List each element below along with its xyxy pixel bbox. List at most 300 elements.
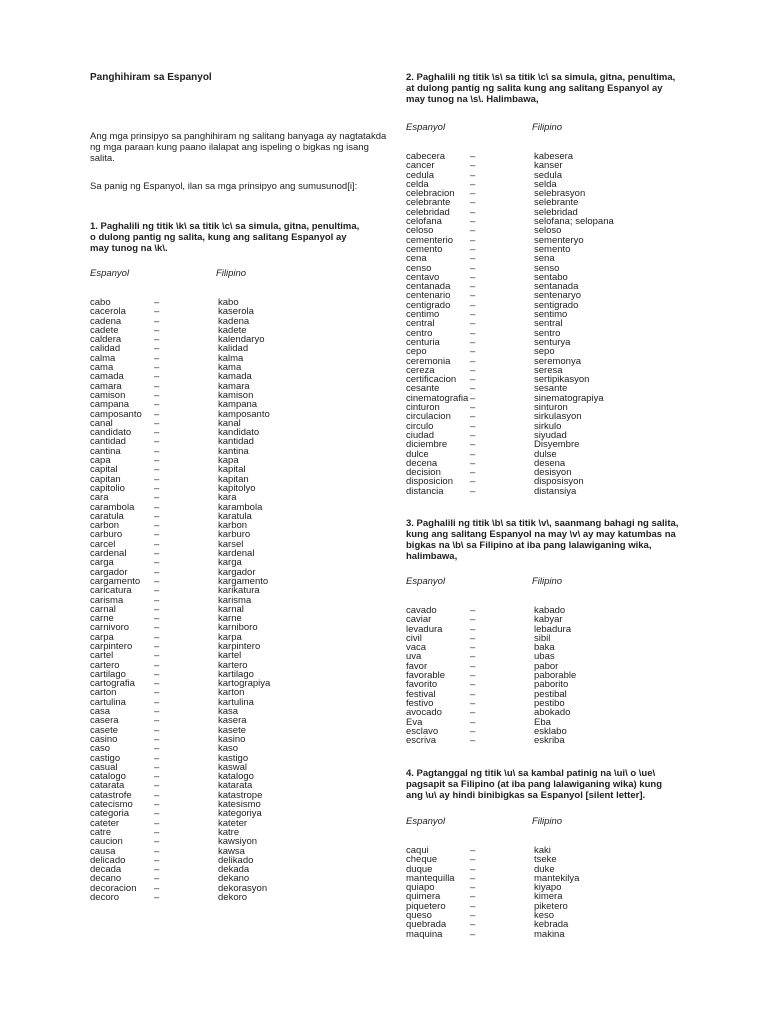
dash-separator: – [470, 169, 476, 181]
spanish-word: esclavo [406, 725, 439, 737]
filipino-word: sentenaryo [534, 290, 582, 302]
dash-separator: – [154, 389, 160, 401]
filipino-word: seremonya [534, 355, 581, 367]
filipino-word: sentigrado [534, 299, 579, 311]
filipino-word: makina [534, 928, 565, 940]
dash-separator: – [470, 725, 476, 737]
spanish-word: categoria [90, 808, 130, 820]
dash-separator: – [470, 429, 476, 441]
filipino-word: pabor [534, 660, 559, 672]
filipino-word: kabesera [534, 151, 574, 162]
spanish-word: cateter [90, 817, 120, 829]
filipino-word: kantidad [218, 436, 254, 448]
spanish-word: uva [406, 651, 422, 663]
filipino-word: esklabo [534, 725, 567, 737]
dash-separator: – [470, 679, 476, 691]
spanish-word: camara [90, 380, 122, 392]
spanish-word: decoro [90, 892, 120, 903]
dash-separator: – [470, 374, 476, 386]
filipino-word: karpa [218, 631, 242, 643]
dash-separator: – [154, 826, 160, 838]
dash-separator: – [154, 687, 160, 699]
dash-separator: – [154, 501, 160, 513]
dash-separator: – [154, 362, 160, 374]
spanish-word: celda [406, 178, 429, 190]
column-header-espanyol: Espanyol [406, 576, 446, 587]
dash-separator: – [470, 697, 476, 709]
dash-separator: – [470, 402, 476, 414]
dash-separator: – [154, 436, 160, 448]
dash-separator: – [470, 355, 476, 367]
spanish-word: centanada [406, 281, 451, 293]
filipino-word: kiyapo [534, 882, 562, 894]
dash-separator: – [470, 735, 476, 747]
spanish-word: centimo [406, 309, 440, 321]
spanish-word: cartilago [90, 668, 126, 680]
filipino-word: delikado [218, 854, 254, 866]
dash-separator: – [470, 299, 476, 311]
dash-separator: – [154, 836, 160, 848]
dash-separator: – [470, 632, 476, 644]
spanish-word: decano [90, 873, 122, 885]
column-header-filipino: Filipino [532, 122, 563, 133]
dash-separator: – [154, 882, 160, 894]
spanish-word: cargador [90, 566, 128, 578]
filipino-word: katarata [218, 780, 253, 792]
spanish-word: carnivoro [90, 622, 130, 634]
filipino-word: kaserola [218, 306, 254, 318]
filipino-word: kaso [218, 743, 239, 755]
spanish-word: camison [90, 389, 126, 401]
spanish-word: cartero [90, 659, 120, 671]
spanish-word: celebracion [406, 188, 455, 200]
filipino-word: dekoro [218, 892, 248, 903]
filipino-word: abokado [534, 707, 571, 719]
spanish-word: cara [90, 492, 109, 504]
filipino-word: sinturon [534, 402, 568, 414]
spanish-word: central [406, 318, 435, 330]
dash-separator: – [154, 417, 160, 429]
spanish-word: carcel [90, 538, 116, 550]
dash-separator: – [154, 566, 160, 578]
dash-separator: – [154, 306, 160, 318]
spanish-word: favor [406, 660, 428, 672]
spanish-word: celofana [406, 216, 442, 228]
filipino-word: karnal [218, 603, 244, 615]
spanish-word: carpintero [90, 640, 133, 652]
dash-separator: – [154, 380, 160, 392]
filipino-word: kebrada [534, 919, 569, 931]
dash-separator: – [154, 659, 160, 671]
filipino-word: dulse [534, 448, 557, 460]
spanish-word: maquina [406, 928, 443, 940]
spanish-word: decada [90, 864, 122, 876]
filipino-word: senturya [534, 336, 571, 348]
filipino-word: semento [534, 243, 571, 255]
filipino-word: sentimo [534, 309, 568, 321]
dash-separator: – [154, 678, 160, 690]
column-header-espanyol: Espanyol [406, 122, 446, 133]
filipino-word: kandidato [218, 427, 260, 439]
filipino-word: selebridad [534, 206, 578, 218]
filipino-word: distansiya [534, 485, 577, 497]
column-header-espanyol: Espanyol [406, 816, 446, 827]
dash-separator: – [154, 464, 160, 476]
filipino-word: sesante [534, 383, 568, 395]
dash-separator: – [154, 482, 160, 494]
spanish-word: quimera [406, 891, 441, 903]
dash-separator: – [154, 371, 160, 383]
spanish-word: cadena [90, 315, 122, 327]
dash-separator: – [470, 364, 476, 376]
dash-separator: – [154, 408, 160, 420]
spanish-word: catarata [90, 780, 125, 792]
spanish-word: cancer [406, 160, 435, 172]
filipino-word: kargamento [218, 575, 269, 587]
filipino-word: dekada [218, 864, 250, 876]
filipino-word: katre [218, 826, 240, 838]
dash-separator: – [470, 411, 476, 423]
dash-separator: – [154, 845, 160, 857]
filipino-word: kardenal [218, 548, 255, 560]
spanish-word: caratula [90, 510, 124, 522]
spanish-word: catecismo [90, 799, 133, 811]
spanish-word: festival [406, 688, 436, 700]
dash-separator: – [154, 613, 160, 625]
filipino-word: karambola [218, 501, 263, 513]
dash-separator: – [154, 455, 160, 467]
spanish-word: catastrofe [90, 789, 132, 801]
filipino-word: eskriba [534, 735, 565, 747]
spanish-word: duque [406, 863, 433, 875]
spanish-word: vaca [406, 642, 427, 654]
spanish-word: cadete [90, 324, 119, 336]
dash-separator: – [154, 715, 160, 727]
intro-paragraph: Ang mga prinsipyo sa panghihiram ng salitang banyaga ay nagtatakda ng mga paraan kung paano ilalapat ang ispeling o bigkas ng isang salita. [90, 131, 387, 164]
spanish-word: cabecera [406, 151, 446, 162]
filipino-word: sedula [534, 169, 562, 181]
spanish-word: catre [90, 826, 112, 838]
filipino-word: duke [534, 863, 555, 875]
filipino-word: dekano [218, 873, 250, 885]
dash-separator: – [470, 863, 476, 875]
filipino-word: kamison [218, 389, 254, 401]
rule-3-heading: 3. Paghalili ng titik \b\ sa titik \v\, saanmang bahagi ng salita, kung ang salitang Espanyol na may \v\ ay may katumbas na bigkas na \b\ sa Filipino at iba pang lalawiganing wika, halimbawa, [406, 518, 679, 562]
filipino-word: kargador [218, 566, 256, 578]
spanish-word: casa [90, 706, 111, 718]
dash-separator: – [470, 197, 476, 209]
spanish-word: centenario [406, 290, 451, 302]
dash-separator: – [470, 651, 476, 663]
filipino-word: karburo [218, 529, 251, 541]
spanish-word: caucion [90, 836, 123, 848]
filipino-word: kasera [218, 715, 247, 727]
filipino-word: kalma [218, 352, 244, 364]
spanish-word: casual [90, 761, 118, 773]
spanish-word: quiapo [406, 882, 435, 894]
dash-separator: – [470, 383, 476, 395]
column-header-espanyol: Espanyol [90, 268, 130, 279]
filipino-word: kamada [218, 371, 252, 383]
spanish-word: decoracion [90, 882, 137, 894]
dash-separator: – [470, 178, 476, 190]
dash-separator: – [470, 716, 476, 728]
filipino-word: sepo [534, 346, 555, 358]
spanish-word: cemento [406, 243, 443, 255]
dash-separator: – [154, 520, 160, 532]
spanish-word: carne [90, 613, 114, 625]
filipino-word: kaswal [218, 761, 248, 773]
filipino-word: karbon [218, 520, 248, 532]
filipino-word: selofana; selopana [534, 216, 614, 228]
dash-separator: – [470, 243, 476, 255]
spanish-word: carbon [90, 520, 120, 532]
filipino-word: sentanada [534, 281, 579, 293]
spanish-word: certificacion [406, 374, 457, 386]
rule-4-heading: 4. Pagtanggal ng titik \u\ sa kambal patinig na \ui\ o \ue\ pagsapit sa Filipino (at iba pang lalawiganing wika) kung ang \u\ ay hindi binibigkas sa Espanyol [silent letter]. [406, 768, 663, 801]
spanish-word: causa [90, 845, 116, 857]
filipino-word: sertipikasyon [534, 374, 590, 386]
spanish-word: queso [406, 910, 432, 922]
spanish-word: caldera [90, 334, 122, 346]
dash-separator: – [470, 392, 476, 404]
dash-separator: – [154, 343, 160, 355]
spanish-word: civil [406, 632, 422, 644]
spanish-word: piquetero [406, 900, 446, 912]
filipino-word: siyudad [534, 429, 567, 441]
dash-separator: – [470, 485, 476, 497]
filipino-word: desisyon [534, 467, 572, 479]
filipino-word: Disyembre [534, 439, 580, 451]
dash-separator: – [154, 650, 160, 662]
dash-separator: – [154, 789, 160, 801]
dash-separator: – [470, 919, 476, 931]
filipino-word: selebrante [534, 197, 579, 209]
dash-separator: – [470, 290, 476, 302]
filipino-word: senso [534, 262, 560, 274]
filipino-word: ubas [534, 651, 555, 663]
spanish-word: castigo [90, 752, 121, 764]
spanish-word: delicado [90, 854, 126, 866]
spanish-word: caricatura [90, 585, 132, 597]
spanish-word: candidato [90, 427, 132, 439]
spanish-word: casete [90, 724, 118, 736]
dash-separator: – [470, 188, 476, 200]
spanish-word: celebridad [406, 206, 450, 218]
dash-separator: – [154, 854, 160, 866]
dash-separator: – [154, 594, 160, 606]
dash-separator: – [154, 603, 160, 615]
spanish-word: carga [90, 557, 114, 569]
filipino-word: kalendaryo [218, 334, 265, 346]
filipino-word: kabyar [534, 614, 563, 626]
spanish-word: cartografia [90, 678, 135, 690]
filipino-word: kasete [218, 724, 246, 736]
dash-separator: – [470, 467, 476, 479]
spanish-word: escriva [406, 735, 437, 747]
spanish-word: cinturon [406, 402, 440, 414]
spanish-word: levadura [406, 623, 443, 635]
filipino-word: keso [534, 910, 555, 922]
dash-separator: – [154, 473, 160, 485]
dash-separator: – [154, 743, 160, 755]
spanish-word: cinematografia [406, 392, 469, 404]
dash-separator: – [154, 668, 160, 680]
spanish-word: caqui [406, 845, 429, 856]
dash-separator: – [470, 707, 476, 719]
spanish-word: ciudad [406, 429, 434, 441]
spanish-word: capitolio [90, 482, 125, 494]
filipino-word: sirkulo [534, 420, 562, 432]
spanish-word: celebrante [406, 197, 451, 209]
dash-separator: – [154, 427, 160, 439]
filipino-word: karton [218, 687, 245, 699]
spanish-word: cedula [406, 169, 434, 181]
dash-separator: – [470, 614, 476, 626]
dash-separator: – [470, 854, 476, 866]
spanish-word: cartulina [90, 696, 126, 708]
spanish-word: mantequilla [406, 872, 455, 884]
filipino-word: seloso [534, 225, 562, 237]
spanish-word: cesante [406, 383, 440, 395]
filipino-word: kamara [218, 380, 250, 392]
filipino-word: kabado [534, 605, 566, 616]
filipino-word: kara [218, 492, 237, 504]
spanish-word: Eva [406, 716, 423, 728]
spanish-word: centuria [406, 336, 440, 348]
spanish-word: cereza [406, 364, 435, 376]
filipino-word: paborito [534, 679, 569, 691]
filipino-word: kaki [534, 845, 551, 856]
dash-separator: – [154, 817, 160, 829]
dash-separator: – [154, 445, 160, 457]
spanish-word: cartel [90, 650, 114, 662]
dash-separator: – [154, 761, 160, 773]
spanish-word: canal [90, 417, 113, 429]
dash-separator: – [154, 752, 160, 764]
spanish-word: carambola [90, 501, 135, 513]
spanish-word: favorito [406, 679, 438, 691]
dash-separator: – [470, 309, 476, 321]
filipino-word: kantina [218, 445, 249, 457]
spanish-word: quebrada [406, 919, 447, 931]
dash-separator: – [470, 605, 476, 616]
dash-separator: – [470, 448, 476, 460]
spanish-word: festivo [406, 697, 434, 709]
dash-separator: – [154, 557, 160, 569]
filipino-word: kanser [534, 160, 563, 172]
dash-separator: – [470, 271, 476, 283]
dash-separator: – [154, 510, 160, 522]
dash-separator: – [470, 688, 476, 700]
spanish-word: dulce [406, 448, 429, 460]
dash-separator: – [154, 808, 160, 820]
dash-separator: – [154, 352, 160, 364]
column-header-filipino: Filipino [532, 576, 563, 587]
filipino-word: disposisyon [534, 476, 584, 488]
filipino-word: kartel [218, 650, 242, 662]
dash-separator: – [470, 151, 476, 162]
spanish-word: cheque [406, 854, 438, 866]
spanish-word: catalogo [90, 771, 126, 783]
dash-separator: – [154, 315, 160, 327]
filipino-word: selebrasyon [534, 188, 586, 200]
dash-separator: – [154, 724, 160, 736]
filipino-word: kalidad [218, 343, 249, 355]
filipino-word: kampana [218, 399, 258, 411]
dash-separator: – [470, 845, 476, 856]
spanish-word: caviar [406, 614, 432, 626]
dash-separator: – [154, 575, 160, 587]
dash-separator: – [154, 696, 160, 708]
filipino-word: kapitolyo [218, 482, 256, 494]
spanish-word: cama [90, 362, 114, 374]
dash-separator: – [154, 324, 160, 336]
dash-separator: – [154, 799, 160, 811]
filipino-word: tseke [534, 854, 557, 866]
spanish-word: capa [90, 455, 111, 467]
dash-separator: – [154, 631, 160, 643]
rule-2-heading: 2. Paghalili ng titik \s\ sa titik \c\ sa simula, gitna, penultima, at dulong pantig ng salita kung ang salitang Espanyol ay may tunog na \s\. Halimbawa, [406, 72, 676, 105]
dash-separator: – [154, 873, 160, 885]
filipino-word: katalogo [218, 771, 254, 783]
rule-1-heading: 1. Paghalili ng titik \k\ sa titik \c\ sa simula, gitna, penultima, o dulong pantig ng salita, kung ang salitang Espanyol ay may tunog na \k\. [90, 221, 360, 254]
filipino-word: pestibo [534, 697, 565, 709]
filipino-word: karpintero [218, 640, 261, 652]
spanish-word: decision [406, 467, 441, 479]
dash-separator: – [154, 892, 160, 903]
spanish-word: cena [406, 253, 427, 265]
dash-separator: – [154, 640, 160, 652]
spanish-word: carburo [90, 529, 123, 541]
filipino-word: sementeryo [534, 234, 584, 246]
dash-separator: – [154, 733, 160, 745]
dash-separator: – [154, 771, 160, 783]
spanish-word: cavado [406, 605, 437, 616]
filipino-word: karga [218, 557, 242, 569]
spanish-word: cementerio [406, 234, 453, 246]
dash-separator: – [470, 457, 476, 469]
filipino-word: sentro [534, 327, 561, 339]
filipino-word: dekorasyon [218, 882, 268, 894]
filipino-word: kateter [218, 817, 248, 829]
spanish-word: caso [90, 743, 111, 755]
filipino-word: sentral [534, 318, 563, 330]
spanish-word: circulo [406, 420, 434, 432]
filipino-word: kadete [218, 324, 247, 336]
filipino-word: piketero [534, 900, 568, 912]
filipino-word: sena [534, 253, 555, 265]
dash-separator: – [154, 548, 160, 560]
filipino-word: selda [534, 178, 557, 190]
dash-separator: – [470, 928, 476, 940]
filipino-word: kasa [218, 706, 239, 718]
filipino-word: kartero [218, 659, 248, 671]
spanish-word: camposanto [90, 408, 142, 420]
dash-separator: – [154, 399, 160, 411]
dash-separator: – [470, 642, 476, 654]
column-header-filipino: Filipino [532, 816, 563, 827]
dash-separator: – [470, 327, 476, 339]
spanish-word: carton [90, 687, 117, 699]
filipino-word: karatula [218, 510, 252, 522]
dash-separator: – [154, 864, 160, 876]
spanish-word: carpa [90, 631, 114, 643]
dash-separator: – [470, 206, 476, 218]
spanish-word: cardenal [90, 548, 127, 560]
dash-separator: – [470, 670, 476, 682]
spanish-word: centavo [406, 271, 440, 283]
